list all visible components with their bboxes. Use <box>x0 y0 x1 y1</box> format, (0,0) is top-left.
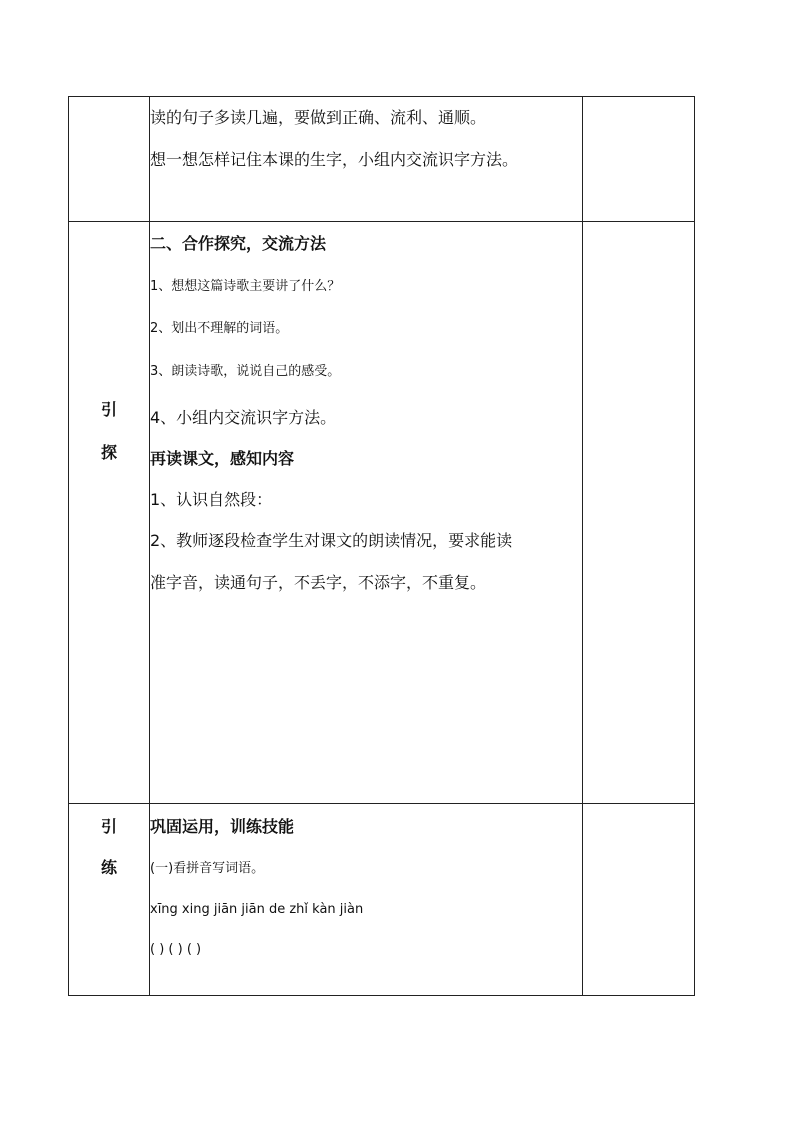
stage-label-char: 练 <box>100 858 117 877</box>
list-item: 2、教师逐段检查学生对课文的朗读情况，要求能读 <box>150 531 513 550</box>
notes-cell <box>583 804 695 996</box>
lesson-plan-table <box>68 96 695 996</box>
list-item: 2、划出不理解的词语。 <box>150 321 289 336</box>
section-heading: 二、合作探究，交流方法 <box>150 234 327 253</box>
list-item-continuation: 准字音，读通句子，不丢字，不添字，不重复。 <box>150 573 487 592</box>
row-reading <box>69 97 695 222</box>
notes-cell <box>583 97 695 222</box>
content-cell-reading <box>150 97 583 222</box>
stage-label-char: 引 <box>100 400 117 419</box>
list-item: 3、朗读诗歌，说说自己的感受。 <box>150 364 341 379</box>
label-cell-empty <box>69 97 150 222</box>
notes-cell <box>583 222 695 804</box>
text-line: 读的句子多读几遍，要做到正确、流利、通顺。 <box>150 108 487 127</box>
list-item: 4、小组内交流识字方法。 <box>150 408 337 427</box>
section-subheading: 再读课文，感知内容 <box>150 449 295 468</box>
row-practice <box>69 804 695 996</box>
list-item: 1、想想这篇诗歌主要讲了什么？ <box>150 279 341 294</box>
pinyin-line: xīng xing jiān jiān de zhǐ kàn jiàn <box>150 902 364 917</box>
section-heading: 巩固运用，训练技能 <box>150 817 295 836</box>
answer-blanks: ( ) ( ) ( ) <box>150 942 202 957</box>
text-line: 想一想怎样记住本课的生字，小组内交流识字方法。 <box>150 150 519 169</box>
row-explore <box>69 222 695 804</box>
stage-label-char: 引 <box>100 817 117 836</box>
content-cell-explore <box>150 222 583 804</box>
content-cell-practice <box>150 804 583 996</box>
stage-label-char: 探 <box>100 443 117 462</box>
label-cell-explore <box>69 222 150 804</box>
exercise-instruction: (一)看拼音写词语。 <box>150 861 265 876</box>
label-cell-practice <box>69 804 150 996</box>
list-item: 1、认识自然段： <box>150 490 273 509</box>
